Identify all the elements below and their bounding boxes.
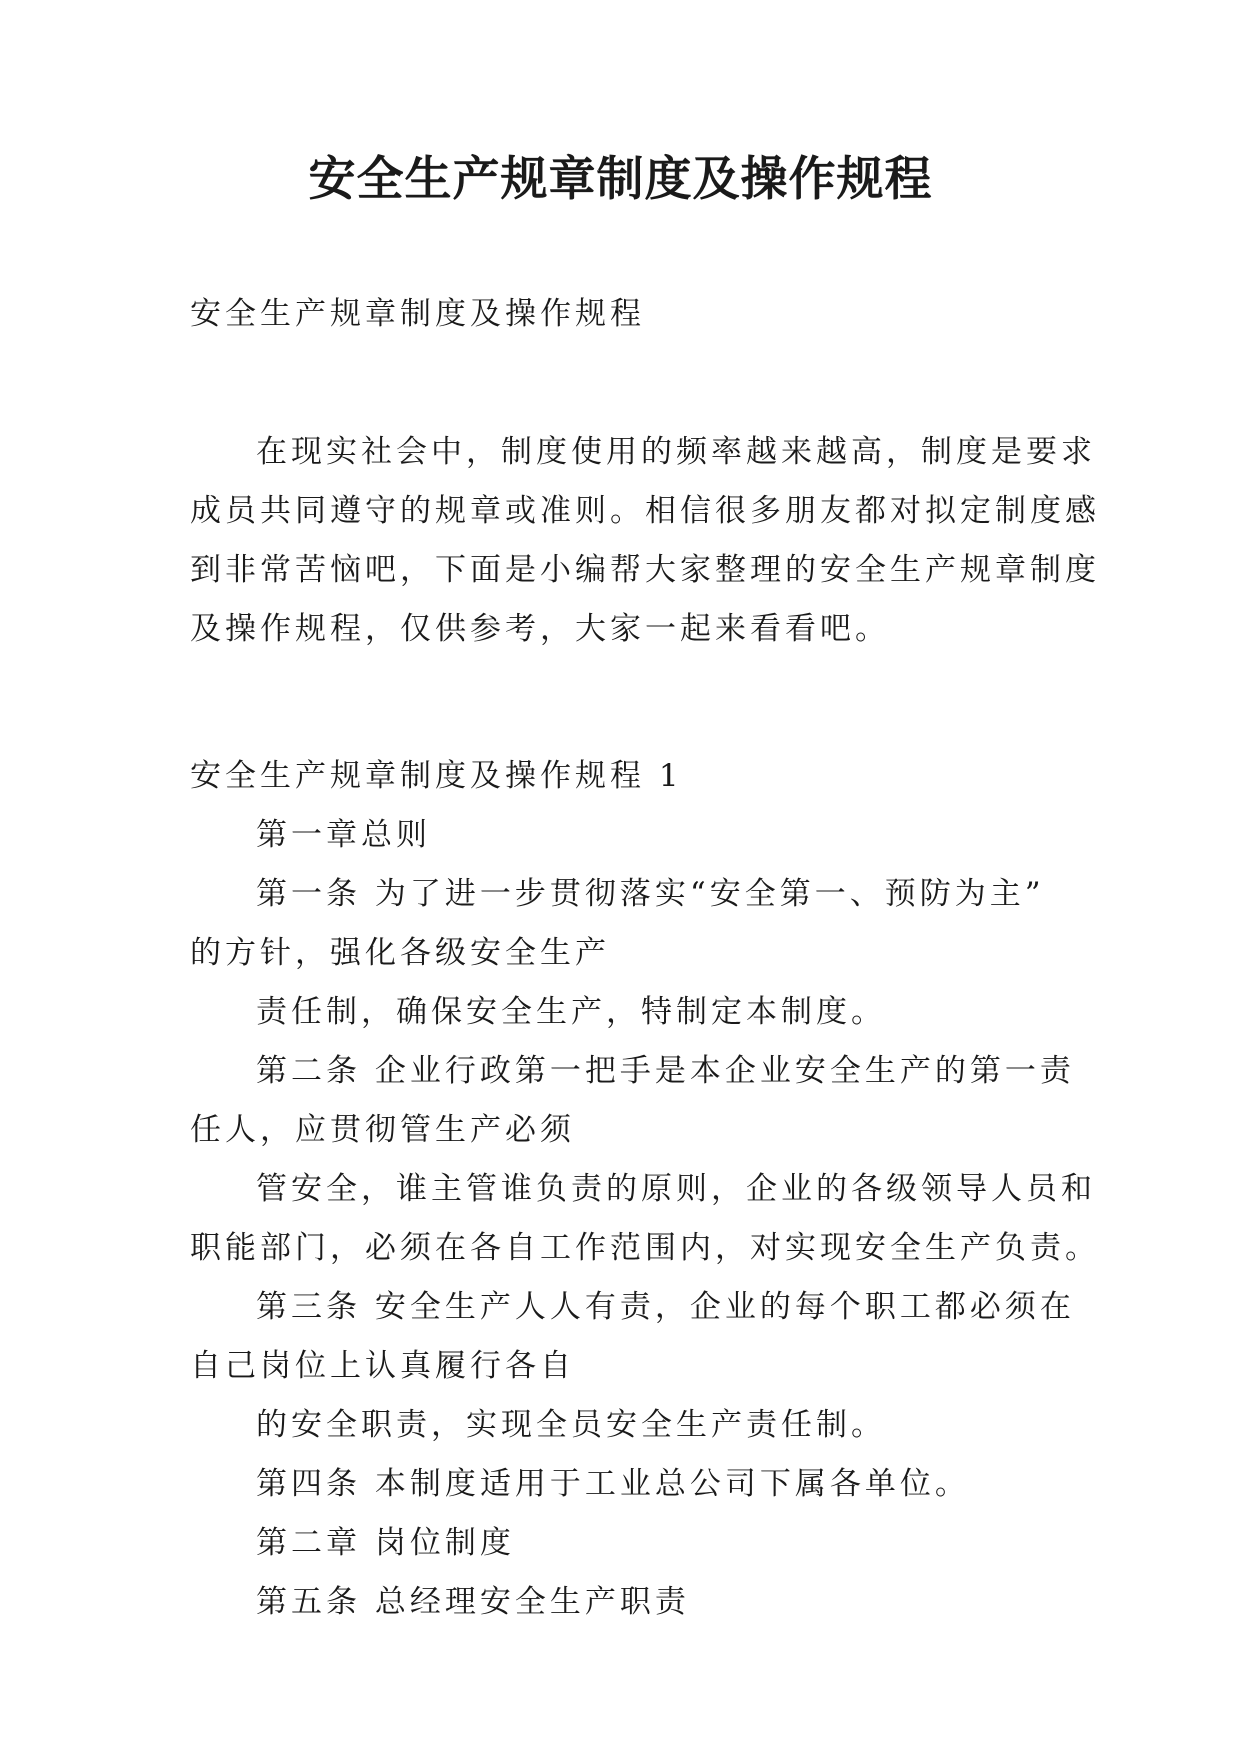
body-line: 第二条 企业行政第一把手是本企业安全生产的第一责	[256, 1053, 1075, 1089]
document-subtitle: 安全生产规章制度及操作规程	[190, 296, 645, 332]
intro-line: 成员共同遵守的规章或准则。相信很多朋友都对拟定制度感	[190, 493, 1100, 529]
intro-line: 到非常苦恼吧，下面是小编帮大家整理的安全生产规章制度	[190, 552, 1100, 588]
body-line: 第三条 安全生产人人有责，企业的每个职工都必须在	[256, 1289, 1075, 1325]
body-line: 第一章总则	[256, 817, 431, 853]
intro-paragraph	[190, 423, 1100, 659]
body-line: 的方针，强化各级安全生产	[190, 935, 610, 971]
body-line: 第五条 总经理安全生产职责	[256, 1584, 690, 1620]
body-line: 职能部门，必须在各自工作范围内，对实现安全生产负责。	[190, 1230, 1100, 1266]
body-line: 的安全职责，实现全员安全生产责任制。	[256, 1407, 886, 1443]
body-line: 责任制，确保安全生产，特制定本制度。	[256, 994, 886, 1030]
document-title: 安全生产规章制度及操作规程	[308, 152, 933, 207]
intro-line: 及操作规程，仅供参考，大家一起来看看吧。	[190, 611, 890, 647]
body-line: 第一条 为了进一步贯彻落实“安全第一、预防为主”	[256, 876, 1045, 912]
body-line: 自己岗位上认真履行各自	[190, 1348, 575, 1384]
body-line: 任人，应贯彻管生产必须	[190, 1112, 575, 1148]
document-body	[190, 285, 1100, 1632]
body-line: 管安全，谁主管谁负责的原则，企业的各级领导人员和	[256, 1171, 1096, 1207]
section-body	[190, 806, 1100, 1632]
section-title: 安全生产规章制度及操作规程 1	[190, 758, 683, 794]
body-line: 第四条 本制度适用于工业总公司下属各单位。	[256, 1466, 970, 1502]
body-line: 第二章 岗位制度	[256, 1525, 515, 1561]
intro-line: 在现实社会中，制度使用的频率越来越高，制度是要求	[256, 434, 1096, 470]
